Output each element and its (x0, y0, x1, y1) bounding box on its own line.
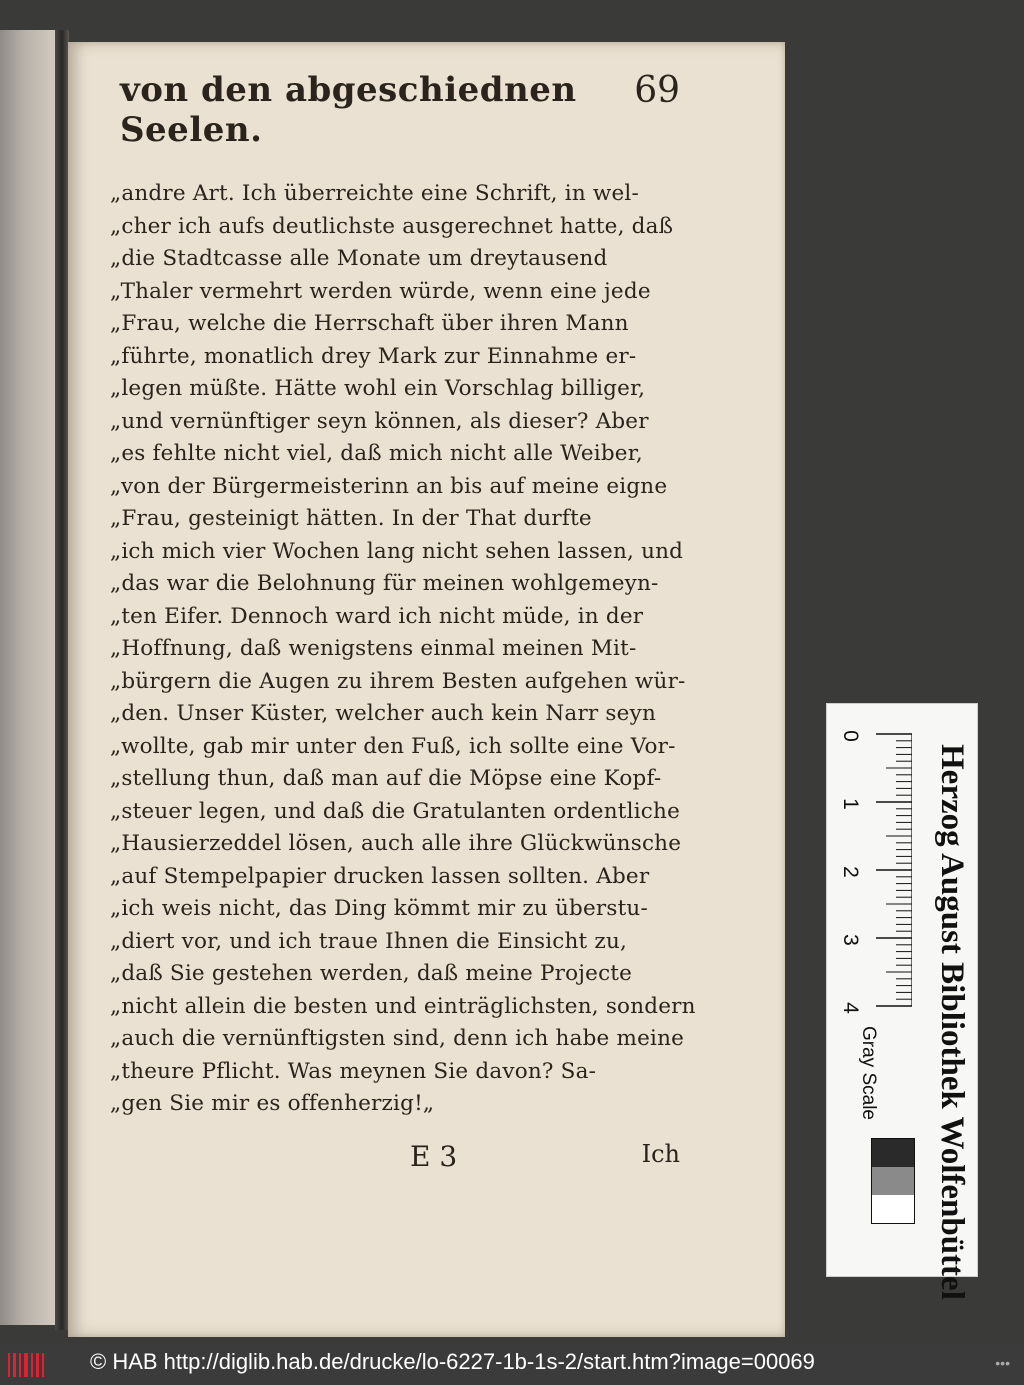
text-line: „das war die Belohnung für meinen wohlgemeyn- (110, 571, 659, 596)
book-gutter (55, 30, 69, 1330)
text-line: „Thaler vermehrt werden würde, wenn eine jede (110, 278, 651, 304)
text-line: „stellung thun, daß man auf die Möpse eine Kopf- (110, 766, 662, 791)
text-line: „wollte, gab mir unter den Fuß, ich sollte eine Vor- (110, 733, 676, 759)
text-line: „Frau, gesteinigt hätten. In der That durfte (110, 506, 592, 531)
text-line: „Frau, welche die Herrschaft über ihren Mann (110, 311, 629, 336)
copyright-url[interactable]: © HAB http://diglib.hab.de/drucke/lo-6227-1b-1s-2/start.htm?image=00069 (90, 1349, 815, 1374)
scale-number: 0 (838, 730, 862, 742)
text-line: „führte, monatlich drey Mark zur Einnahme er- (110, 343, 637, 369)
catchword: Ich (641, 1140, 680, 1168)
text-line: „auf Stempelpapier drucken lassen sollten. Aber (110, 863, 650, 889)
text-line: „es fehlte nicht viel, daß mich nicht alle Weiber, (110, 441, 643, 466)
running-head-title: von den abgeschiednen Seelen. (120, 70, 577, 150)
institution-name: Herzog August Bibliothek Wolfenbüttel (934, 744, 970, 1300)
previous-page-edge (0, 30, 60, 1325)
text-line: „ich mich vier Wochen lang nicht sehen lassen, und (110, 538, 684, 564)
ruler-scale-numbers (838, 724, 884, 1024)
text-line: „die Stadtcasse alle Monate um dreytausend (110, 246, 608, 271)
text-line: „legen müßte. Hätte wohl ein Vorschlag billiger, (110, 376, 646, 401)
body-text (110, 178, 735, 1121)
text-line: „den. Unser Küster, welcher auch kein Narr seyn (110, 701, 656, 726)
text-line: „diert vor, und ich traue Ihnen die Einsicht zu, (110, 928, 628, 954)
text-line: „auch die vernünftigsten sind, denn ich habe meine (110, 1026, 685, 1051)
gray-scale-swatches (871, 1138, 915, 1224)
gray-scale-label: Gray Scale (858, 1026, 879, 1120)
text-line: „gen Sie mir es offenherzig!„ (110, 1091, 435, 1116)
viewer-footer (0, 1345, 1024, 1385)
text-line: „theure Pflicht. Was meynen Sie davon? Sa- (110, 1058, 597, 1084)
text-line: „steuer legen, und daß die Gratulanten ordentliche (110, 798, 680, 824)
text-line: „Hausierzeddel lösen, auch alle ihre Glückwünsche (110, 831, 682, 856)
more-dots-icon[interactable]: ••• (995, 1355, 1010, 1371)
scale-ruler-card (826, 703, 978, 1300)
hab-logo-icon (8, 1351, 46, 1379)
text-line: „ich weis nicht, das Ding kömmt mir zu überstu- (110, 896, 648, 921)
gray-swatch-white (872, 1195, 914, 1223)
scale-number: 2 (838, 866, 862, 878)
text-line: „nicht allein die besten und einträglichsten, sondern (110, 993, 696, 1019)
text-line: „Hoffnung, daß wenigstens einmal meinen Mit- (110, 636, 637, 661)
text-line: „bürgern die Augen zu ihrem Besten aufgehen wür- (110, 668, 686, 694)
page-footer-marks (120, 1140, 680, 1190)
text-line: „ten Eifer. Dennoch ward ich nicht müde, in der (110, 603, 644, 629)
gray-swatch-dark (872, 1139, 914, 1167)
scale-number: 1 (838, 798, 862, 810)
page-number: 69 (634, 70, 680, 111)
running-head (120, 70, 680, 150)
signature-mark: E 3 (410, 1140, 458, 1173)
text-line: „und vernünftiger seyn können, als dieser? Aber (110, 408, 649, 434)
text-line: „andre Art. Ich überreichte eine Schrift, in wel- (110, 181, 639, 206)
scale-number: 3 (838, 934, 862, 946)
scale-number: 4 (838, 1002, 862, 1014)
text-line: „cher ich aufs deutlichste ausgerechnet hatte, daß (110, 213, 674, 239)
text-line: „von der Bürgermeisterinn an bis auf meine eigne (110, 473, 668, 499)
text-line: „daß Sie gestehen werden, daß meine Projecte (110, 961, 633, 986)
gray-swatch-mid (872, 1167, 914, 1195)
